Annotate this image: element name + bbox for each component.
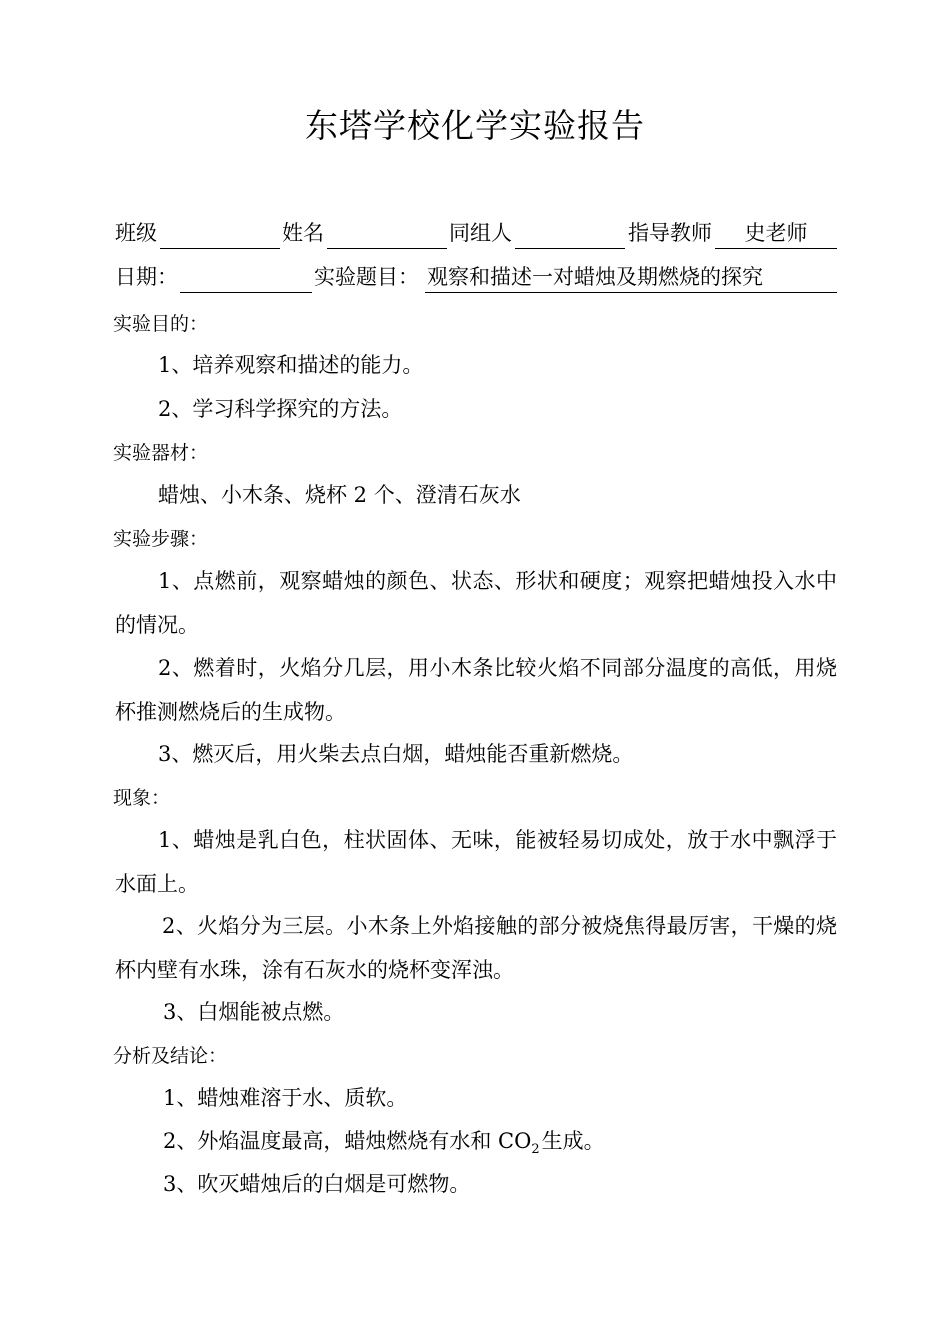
phenomena-item: 3、白烟能被点燃。	[163, 1000, 345, 1024]
teacher-value: 史老师	[744, 221, 808, 245]
step-item: 2、燃着时，火焰分几层，用小木条比较火焰不同部分温度的高低，用烧杯推测燃烧后的生成物。	[115, 656, 837, 724]
step-item: 1、点燃前，观察蜡烛的颜色、状态、形状和硬度；观察把蜡烛投入水中的情况。	[115, 569, 837, 637]
info-row-2	[115, 262, 840, 292]
conclusion-item	[163, 1126, 605, 1156]
class-field[interactable]	[160, 218, 280, 249]
equipment-heading: 实验器材：	[113, 442, 209, 464]
name-label: 姓名	[282, 221, 324, 245]
topic-value: 观察和描述一对蜡烛及期燃烧的探究	[427, 265, 763, 289]
topic-field[interactable]	[425, 262, 837, 293]
conclusion-item-2-suffix: 生成。	[541, 1129, 605, 1153]
phenomena-item: 1、蜡烛是乳白色，柱状固体、无味，能被轻易切成处，放于水中飘浮于水面上。	[115, 828, 837, 896]
group-field[interactable]	[515, 218, 625, 249]
info-row-1	[115, 218, 840, 248]
teacher-field[interactable]	[715, 218, 837, 249]
phenomena-item: 2、火焰分为三层。小木条上外焰接触的部分被烧焦得最厉害，干燥的烧杯内壁有水珠，涂有石灰水的烧杯变浑浊。	[115, 914, 837, 982]
class-label: 班级	[115, 221, 157, 245]
equipment-text: 蜡烛、小木条、烧杯 2 个、澄清石灰水	[158, 483, 521, 507]
phenomena-heading: 现象：	[113, 787, 171, 809]
date-field[interactable]	[180, 262, 312, 293]
steps-heading: 实验步骤：	[113, 528, 209, 550]
teacher-label: 指导教师	[628, 221, 712, 245]
co2-subscript: 2	[531, 1142, 540, 1157]
conclusion-item: 1、蜡烛难溶于水、质软。	[163, 1086, 408, 1110]
purpose-item: 2、学习科学探究的方法。	[158, 397, 403, 421]
conclusion-item: 3、吹灭蜡烛后的白烟是可燃物。	[163, 1172, 471, 1196]
date-label: 日期：	[115, 265, 178, 289]
conclusion-item-2-text: 2、外焰温度最高，蜡烛燃烧有水和 CO	[163, 1129, 532, 1153]
step-item: 3、燃灭后，用火柴去点白烟，蜡烛能否重新燃烧。	[158, 742, 634, 766]
conclusion-heading: 分析及结论：	[113, 1045, 228, 1067]
page-title: 东塔学校化学实验报告	[305, 106, 645, 145]
name-field[interactable]	[327, 218, 447, 249]
topic-label: 实验题目：	[314, 265, 419, 289]
group-label: 同组人	[449, 221, 512, 245]
purpose-item: 1、培养观察和描述的能力。	[158, 353, 424, 377]
purpose-heading: 实验目的：	[113, 313, 209, 335]
